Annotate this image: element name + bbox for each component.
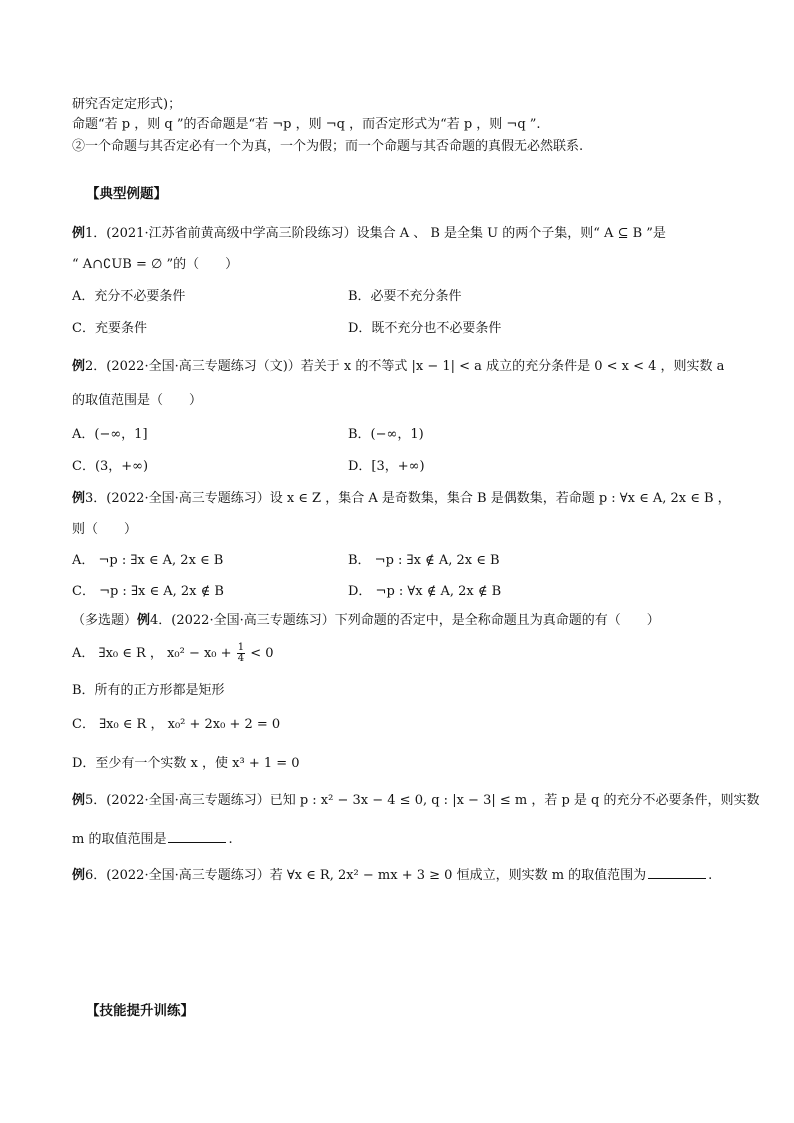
- example-5-stem-line-1: 例5．(2022·全国·高三专题练习）已知 p : x² − 3x − 4 ≤ 0, q : |x − 3| ≤ m ，若 p 是 q 的充分不必要条件，则实数: [72, 793, 760, 808]
- example-2-option-d: D．[3，+∞): [348, 459, 425, 474]
- example-2-option-b: B．(−∞，1): [348, 427, 424, 442]
- answer-blank[interactable]: [168, 830, 226, 843]
- section-heading-skill-training: 【技能提升训练】: [86, 1003, 194, 1019]
- example-4-option-b: B．所有的正方形都是矩形: [72, 683, 225, 698]
- example-3-option-d: D． ¬p : ∀x ∉ A, 2x ∉ B: [348, 584, 502, 599]
- example-1-option-a: A．充分不必要条件: [72, 289, 186, 304]
- example-3-stem-line-1: 例3．(2022·全国·高三专题练习）设 x ∈ Z ，集合 A 是奇数集，集合 B 是偶数集，若命题 p : ∀x ∈ A, 2x ∈ B ，: [72, 491, 731, 506]
- example-3-option-c: C． ¬p : ∃x ∈ A, 2x ∉ B: [72, 584, 224, 599]
- example-5-stem-line-2: m 的取值范围是 .: [72, 832, 233, 847]
- example-1-option-b: B．必要不充分条件: [348, 289, 462, 304]
- example-1-option-c: C．充要条件: [72, 321, 147, 336]
- fraction-one-quarter: $\frac{1}{4}$: [237, 642, 245, 664]
- example-1-stem-line-2: “ A∩∁UB = ∅ ”的（ ）: [72, 257, 239, 272]
- example-1-stem-line-1: 例1．(2021·江苏省前黄高级中学高三阶段练习）设集合 A 、 B 是全集 U 的两个子集，则“ A ⊆ B ”是: [72, 226, 666, 241]
- example-3-option-b: B． ¬p : ∃x ∉ A, 2x ∈ B: [348, 553, 500, 568]
- example-4-stem: （多选题）例4．(2022·全国·高三专题练习）下列命题的否定中，是全称命题且为真命题的有（ ）: [72, 613, 660, 628]
- example-6-stem: 例6．(2022·全国·高三专题练习）若 ∀x ∈ R, 2x² − mx + 3 ≥ 0 恒成立，则实数 m 的取值范围为 .: [72, 868, 713, 883]
- intro-line-3: ②一个命题与其否定必有一个为真，一个为假；而一个命题与其否命题的真假无必然联系.: [72, 139, 584, 154]
- intro-line-1: 研究否定定形式)；: [72, 97, 182, 112]
- example-3-stem-line-2: 则（ ）: [72, 522, 138, 537]
- example-1-option-d: D．既不充分也不必要条件: [348, 321, 502, 336]
- section-heading-typical-examples: 【典型例题】: [86, 186, 167, 202]
- example-2-option-a: A．(−∞，1]: [72, 427, 148, 442]
- example-4-option-c: C． ∃x₀ ∈ R ， x₀² + 2x₀ + 2 = 0: [72, 717, 281, 732]
- example-4-option-a: A． ∃x₀ ∈ R ， x₀² − x₀ + $\frac{1}{4}$ < 0: [72, 642, 274, 664]
- example-2-option-c: C．(3，+∞): [72, 459, 149, 474]
- example-4-option-d: D．至少有一个实数 x ，使 x³ + 1 = 0: [72, 756, 300, 771]
- example-2-stem-line-1: 例2．(2022·全国·高三专题练习（文)）若关于 x 的不等式 |x − 1| < a 成立的充分条件是 0 < x < 4 ，则实数 a: [72, 359, 725, 374]
- example-2-stem-line-2: 的取值范围是（ ）: [72, 393, 203, 408]
- intro-line-2: 命题“若 p ，则 q ”的否命题是“若 ¬p ，则 ¬q ，而否定形式为“若 p ，则 ¬q ”.: [72, 117, 541, 132]
- example-3-option-a: A． ¬p : ∃x ∈ A, 2x ∈ B: [72, 553, 224, 568]
- answer-blank[interactable]: [648, 866, 706, 879]
